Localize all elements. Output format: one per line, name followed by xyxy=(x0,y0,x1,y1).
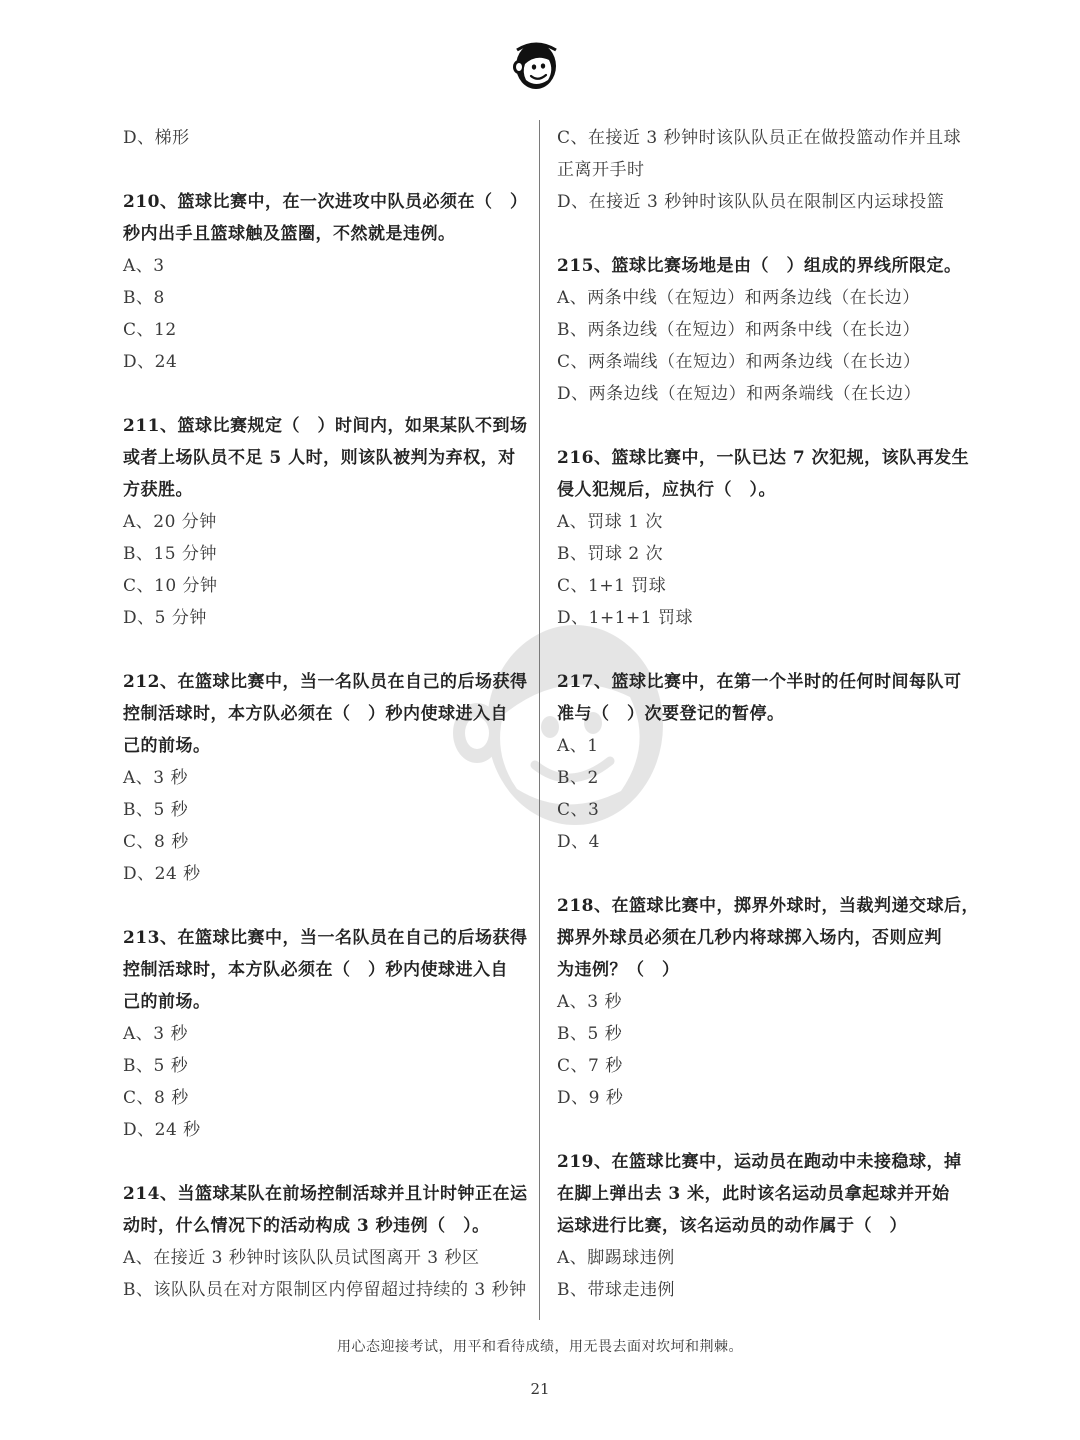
option-a: A、3 秒 xyxy=(123,1024,188,1044)
question-text-line: 211、篮球比赛规定（ ）时间内，如果某队不到场 xyxy=(123,416,528,436)
question-text-line: 217、篮球比赛中，在第一个半时的任何时间每队可 xyxy=(557,672,962,692)
option-c: C、两条端线（在短边）和两条边线（在长边） xyxy=(557,352,921,372)
option-c: C、在接近 3 秒钟时该队队员正在做投篮动作并且球 xyxy=(557,128,962,148)
question-text-line: 或者上场队员不足 5 人时，则该队被判为弃权，对 xyxy=(123,448,516,468)
question-text-line: 己的前场。 xyxy=(123,736,211,756)
question-211 xyxy=(123,410,528,634)
question-text-line: 方获胜。 xyxy=(123,480,193,500)
option-c: C、8 秒 xyxy=(123,832,189,852)
option-a: A、3 秒 xyxy=(123,768,188,788)
right-column xyxy=(557,122,979,1306)
question-text-line: 为违例？（ ） xyxy=(557,960,680,980)
left-column xyxy=(123,122,528,1306)
question-text-line: 219、在篮球比赛中，运动员在跑动中未接稳球，掉 xyxy=(557,1152,962,1172)
question-216 xyxy=(557,442,970,634)
option-d: D、24 秒 xyxy=(123,1120,201,1140)
option-a: A、两条中线（在短边）和两条边线（在长边） xyxy=(557,288,920,308)
option-b: B、2 xyxy=(557,768,599,788)
option-d: D、24 xyxy=(123,352,178,372)
option-d: D、两条边线（在短边）和两条端线（在长边） xyxy=(557,384,922,404)
option-a: A、脚踢球违例 xyxy=(557,1248,675,1268)
question-text-line: 在脚上弹出去 3 米，此时该名运动员拿起球并开始 xyxy=(557,1184,950,1204)
option-b: B、8 xyxy=(123,288,165,308)
option-b: B、罚球 2 次 xyxy=(557,544,664,564)
question-214 xyxy=(123,1178,528,1306)
option-c: C、7 秒 xyxy=(557,1056,623,1076)
column-divider xyxy=(539,120,540,1320)
option-c: C、12 xyxy=(123,320,177,340)
question-215 xyxy=(557,250,962,410)
option-b: B、该队队员在对方限制区内停留超过持续的 3 秒钟 xyxy=(123,1280,527,1300)
question-text-line: 218、在篮球比赛中，掷界外球时，当裁判递交球后， xyxy=(557,896,979,916)
question-text-line: 准与（ ）次要登记的暂停。 xyxy=(557,704,785,724)
question-text-line: 侵人犯规后，应执行（ ）。 xyxy=(557,480,776,500)
option-d: D、9 秒 xyxy=(557,1088,624,1108)
option-b: B、5 秒 xyxy=(557,1024,623,1044)
question-text-line: 215、篮球比赛场地是由（ ）组成的界线所限定。 xyxy=(557,256,962,276)
question-text-line: 控制活球时，本方队必须在（ ）秒内使球进入自 xyxy=(123,704,508,724)
question-210 xyxy=(123,186,528,378)
option-b: B、5 秒 xyxy=(123,1056,189,1076)
question-text-line: 214、当篮球某队在前场控制活球并且计时钟正在运 xyxy=(123,1184,528,1204)
option-b: B、15 分钟 xyxy=(123,544,218,564)
option-a: A、在接近 3 秒钟时该队队员试图离开 3 秒区 xyxy=(123,1248,480,1268)
option-d: D、4 xyxy=(557,832,600,852)
option-d: D、1+1+1 罚球 xyxy=(557,608,693,628)
prev-question-option-d: D、梯形 xyxy=(123,128,190,148)
question-text-line: 动时，什么情况下的活动构成 3 秒违例（ ）。 xyxy=(123,1216,490,1236)
question-text-line: 212、在篮球比赛中，当一名队员在自己的后场获得 xyxy=(123,672,528,692)
option-c: C、1+1 罚球 xyxy=(557,576,667,596)
question-text-line: 控制活球时，本方队必须在（ ）秒内使球进入自 xyxy=(123,960,508,980)
option-a: A、罚球 1 次 xyxy=(557,512,663,532)
question-text-line: 210、篮球比赛中，在一次进攻中队员必须在（ ） xyxy=(123,192,528,212)
question-218 xyxy=(557,890,979,1114)
question-text-line: 秒内出手且篮球触及篮圈，不然就是违例。 xyxy=(123,224,456,244)
question-212 xyxy=(123,666,528,890)
option-a: A、20 分钟 xyxy=(123,512,217,532)
monkey-mascot-icon xyxy=(508,36,564,92)
option-a: A、1 xyxy=(557,736,599,756)
option-c: C、3 xyxy=(557,800,600,820)
option-b: B、带球走违例 xyxy=(557,1280,675,1300)
option-a: A、3 xyxy=(123,256,165,276)
question-217 xyxy=(557,666,962,858)
option-b: B、两条边线（在短边）和两条中线（在长边） xyxy=(557,320,920,340)
question-213 xyxy=(123,922,528,1146)
footer-motto: 用心态迎接考试，用平和看待成绩，用无畏去面对坎坷和荆棘。 xyxy=(337,1339,743,1355)
option-d: D、在接近 3 秒钟时该队队员在限制区内运球投篮 xyxy=(557,192,945,212)
question-214-continued xyxy=(557,122,962,218)
option-d: D、24 秒 xyxy=(123,864,201,884)
option-d: D、5 分钟 xyxy=(123,608,207,628)
option-a: A、3 秒 xyxy=(557,992,622,1012)
question-text-line: 216、篮球比赛中，一队已达 7 次犯规，该队再发生 xyxy=(557,448,970,468)
question-text-line: 掷界外球员必须在几秒内将球掷入场内，否则应判 xyxy=(557,928,942,948)
option-b: B、5 秒 xyxy=(123,800,189,820)
option-c: C、10 分钟 xyxy=(123,576,218,596)
question-text-line: 213、在篮球比赛中，当一名队员在自己的后场获得 xyxy=(123,928,528,948)
option-c-continued: 正离开手时 xyxy=(557,160,645,180)
question-219 xyxy=(557,1146,962,1306)
question-text-line: 己的前场。 xyxy=(123,992,211,1012)
page-number: 21 xyxy=(530,1380,550,1398)
option-c: C、8 秒 xyxy=(123,1088,189,1108)
question-text-line: 运球进行比赛，该名运动员的动作属于（ ） xyxy=(557,1216,907,1236)
